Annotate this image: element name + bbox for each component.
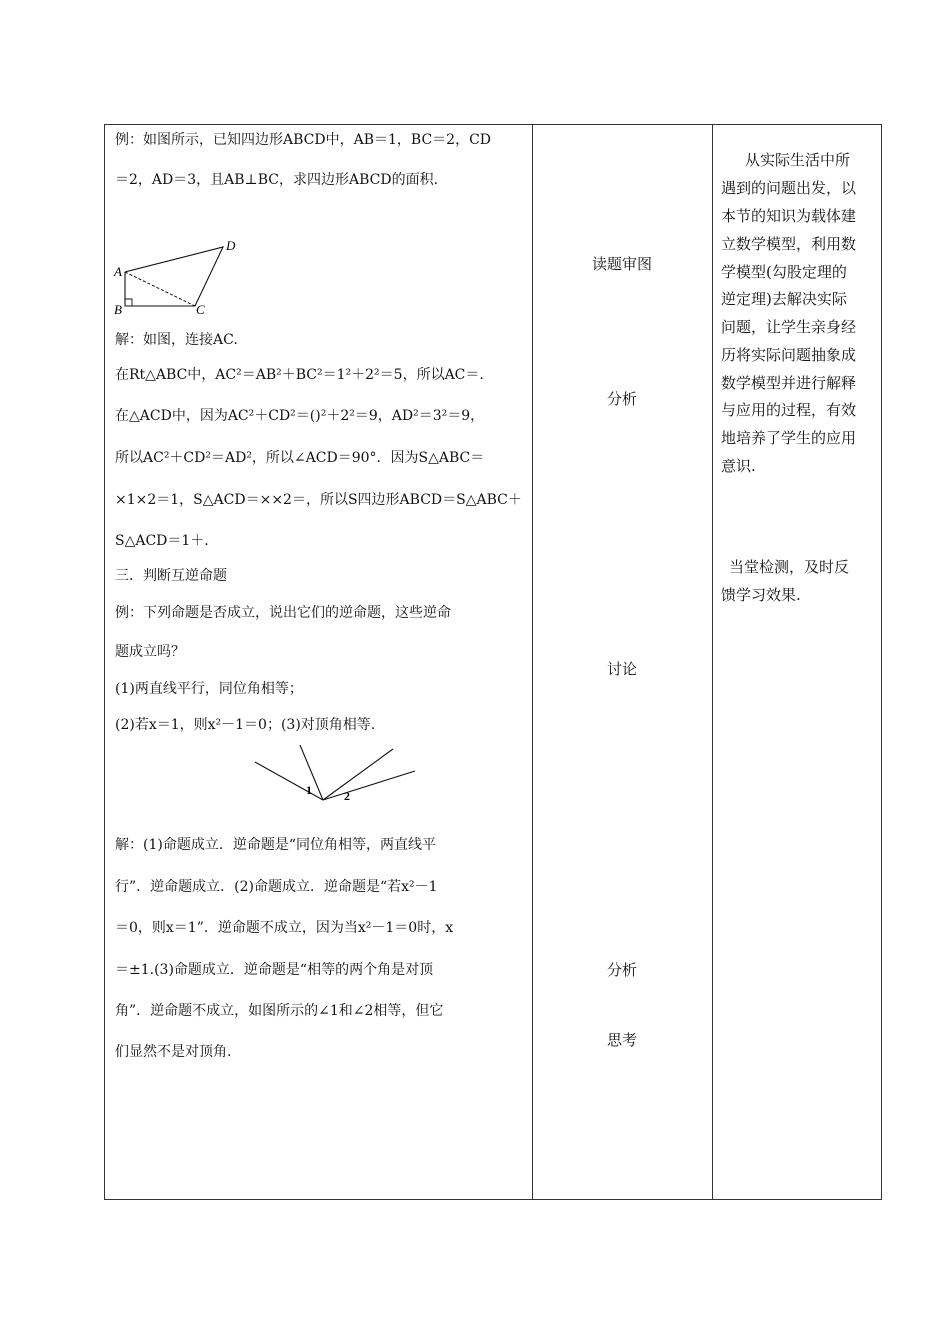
intent-line: 与应用的过程，有效 <box>721 401 857 419</box>
vertex-label-c: C <box>196 302 205 317</box>
text-line: ×1×2＝1，S△ACD＝××2＝，所以S四边形ABCD＝S△ABC＋ <box>115 492 522 508</box>
activity-label: 分析 <box>606 961 637 979</box>
intent-column <box>712 125 883 1199</box>
text-line: 角”．逆命题不成立，如图所示的∠1和∠2相等，但它 <box>115 1003 444 1019</box>
text-line: S△ACD＝1＋. <box>115 533 209 549</box>
text-line: 在Rt△ABC中，AC²＝AB²＋BC²＝1²＋2²＝5，所以AC＝. <box>115 367 484 383</box>
text-line: 解：(1)命题成立．逆命题是“同位角相等，两直线平 <box>115 837 436 853</box>
text-line: ＝0，则x＝1”．逆命题不成立，因为当x²－1＝0时，x <box>115 920 454 936</box>
intent-line: 馈学习效果. <box>721 586 801 604</box>
section-heading: 三．判断互逆命题 <box>115 568 227 584</box>
intent-line: 从实际生活中所 <box>745 151 851 169</box>
text-line: 所以AC²＋CD²＝AD²，所以∠ACD＝90°．因为S△ABC＝ <box>115 450 485 466</box>
activity-label: 分析 <box>606 390 637 408</box>
angle-label-1: 1 <box>306 783 312 797</box>
vertex-label-a: A <box>114 264 122 279</box>
text-line: 们显然不是对顶角. <box>115 1044 232 1060</box>
text-line: 例：如图所示，已知四边形ABCD中，AB＝1，BC＝2，CD <box>115 132 492 148</box>
intent-line: 当堂检测，及时反 <box>729 558 850 576</box>
intent-line: 地培养了学生的应用 <box>721 429 857 447</box>
intent-line: 逆定理)去解决实际 <box>721 290 847 308</box>
intent-line: 意识. <box>721 457 756 475</box>
intent-line: 立数学模型，利用数 <box>721 235 857 253</box>
intent-line: 本节的知识为载体建 <box>721 207 857 225</box>
vertex-label-b: B <box>114 302 122 317</box>
activity-label: 讨论 <box>606 660 637 678</box>
intent-line: 数学模型并进行解释 <box>721 374 857 392</box>
content-column <box>105 125 532 1199</box>
quadrilateral-outline <box>125 247 223 306</box>
vertex-label-d: D <box>226 238 236 253</box>
lesson-table <box>104 124 882 1200</box>
text-line: ＝±1.(3)命题成立．逆命题是“相等的两个角是对顶 <box>115 962 434 978</box>
text-line: 题成立吗？ <box>115 644 185 660</box>
diagonal-ac <box>125 272 195 306</box>
angle-label-2: 2 <box>344 789 350 803</box>
text-line: 例：下列命题是否成立，说出它们的逆命题，这些逆命 <box>115 605 451 621</box>
text-line: 解：如图，连接AC. <box>115 332 238 348</box>
intent-line: 历将实际问题抽象成 <box>721 346 857 364</box>
text-line: (2)若x＝1，则x²－1＝0；(3)对顶角相等. <box>115 717 376 733</box>
intent-line: 问题，让学生亲身经 <box>721 318 857 336</box>
text-line: ＝2，AD＝3，且AB⊥BC，求四边形ABCD的面积. <box>115 172 439 188</box>
text-line: 在△ACD中，因为AC²＋CD²＝()²＋2²＝9，AD²＝3²＝9， <box>115 408 485 424</box>
activity-label: 思考 <box>606 1031 637 1049</box>
activity-column <box>532 125 712 1199</box>
intent-line: 遇到的问题出发，以 <box>721 179 857 197</box>
text-line: 行”．逆命题成立．(2)命题成立．逆命题是“若x²－1 <box>115 879 438 895</box>
right-angle-mark <box>125 299 132 306</box>
activity-label: 读题审图 <box>591 255 652 273</box>
text-line: (1)两直线平行，同位角相等； <box>115 681 303 697</box>
intent-line: 学模型(勾股定理的 <box>721 263 847 281</box>
quadrilateral-figure <box>105 235 265 315</box>
angles-figure <box>255 745 425 805</box>
